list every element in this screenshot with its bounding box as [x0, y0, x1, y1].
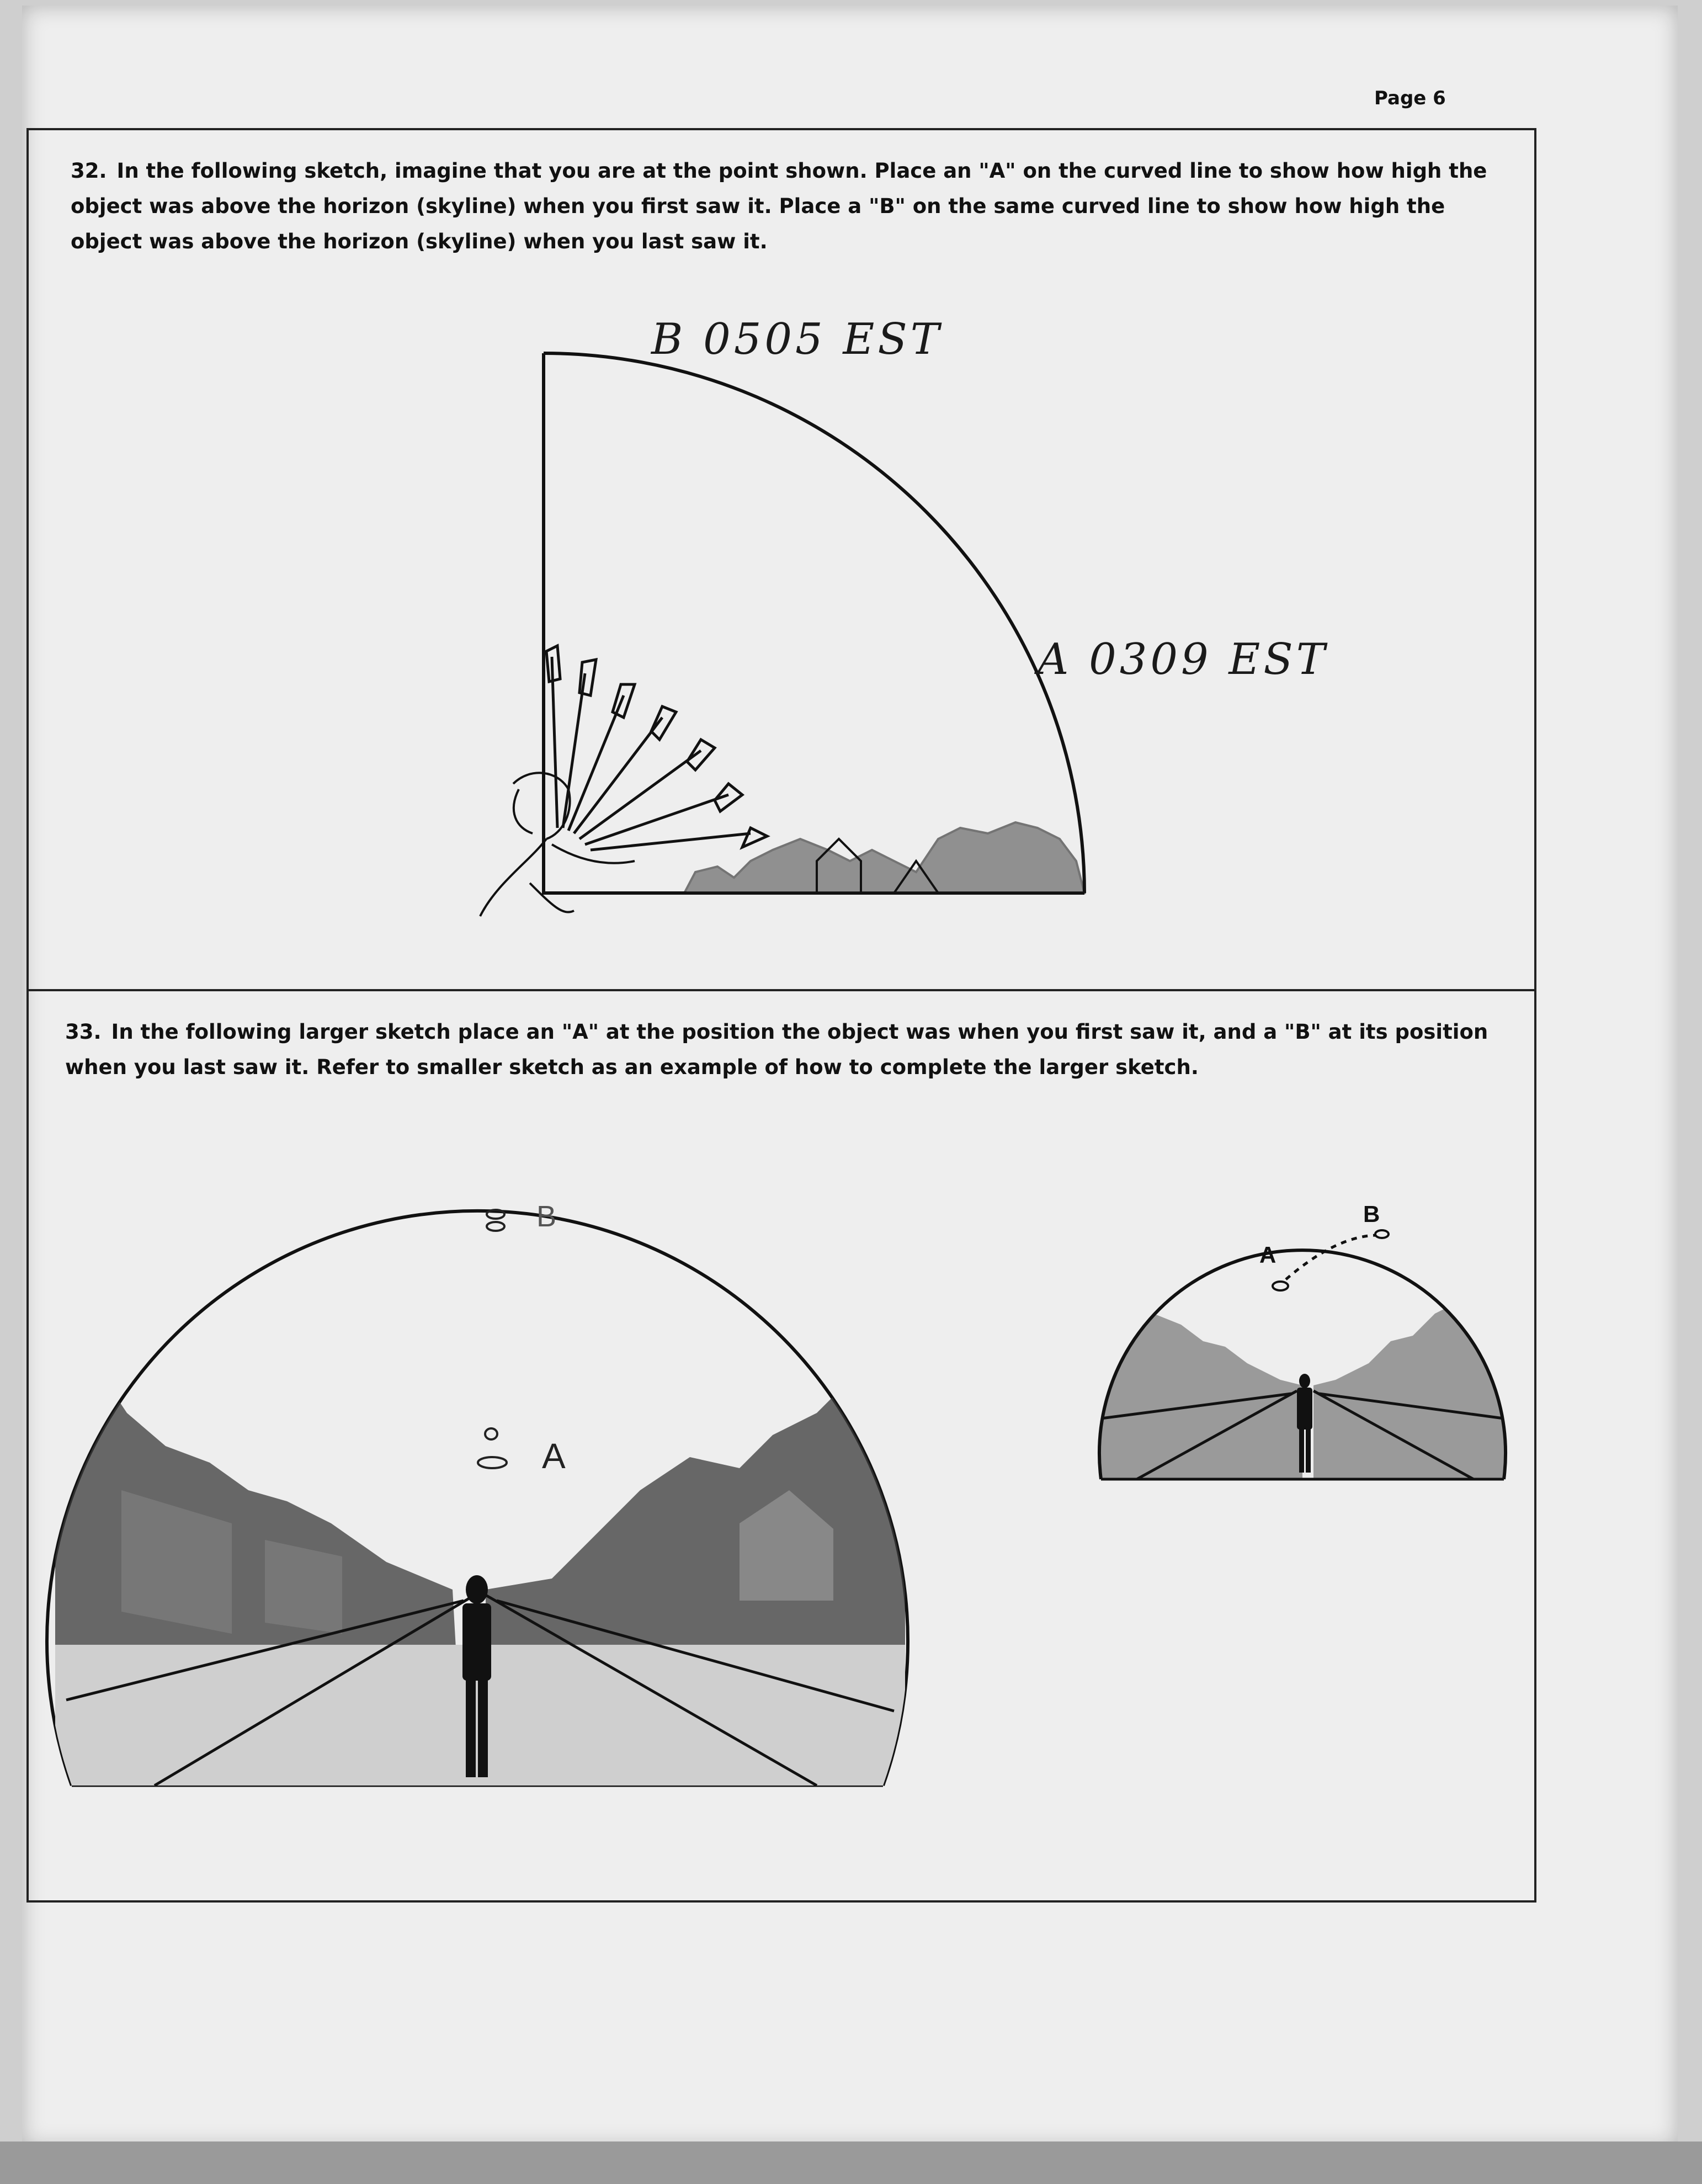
small-standing-figure — [1297, 1374, 1312, 1473]
question-33-number: 33. — [65, 1020, 102, 1044]
page-number: Page 6 — [1374, 87, 1446, 109]
small-left-hills — [1098, 1286, 1302, 1479]
large-label-b: B — [536, 1200, 557, 1233]
small-object-b — [1375, 1230, 1389, 1238]
small-label-b: B — [1363, 1201, 1380, 1227]
question-32-text: In the following sketch, imagine that you are at the point shown. Place an "A" on the curved line to show how high the object was above the horizon (skyline) when you first saw it. Place a "B" on the same curved line to show how high the object was above the horizon (skyline) when you last saw it. — [71, 159, 1487, 253]
question-33-text: In the following larger sketch place an "A" at the position the object was when you first saw it, and a "B" at its position when you last saw it. Refer to smaller sketch as an example of how to complete the larger sketch. — [65, 1020, 1488, 1079]
small-label-a: A — [1259, 1242, 1276, 1268]
handwritten-b-mark: B 0505 EST — [651, 315, 943, 364]
question-32-number: 32. — [71, 159, 107, 183]
small-right-hills — [1313, 1280, 1507, 1479]
small-object-a — [1273, 1282, 1288, 1290]
small-path-dotted — [1286, 1235, 1376, 1279]
large-label-a: A — [542, 1436, 566, 1476]
handwritten-a-mark: A 0309 EST — [1038, 635, 1328, 684]
